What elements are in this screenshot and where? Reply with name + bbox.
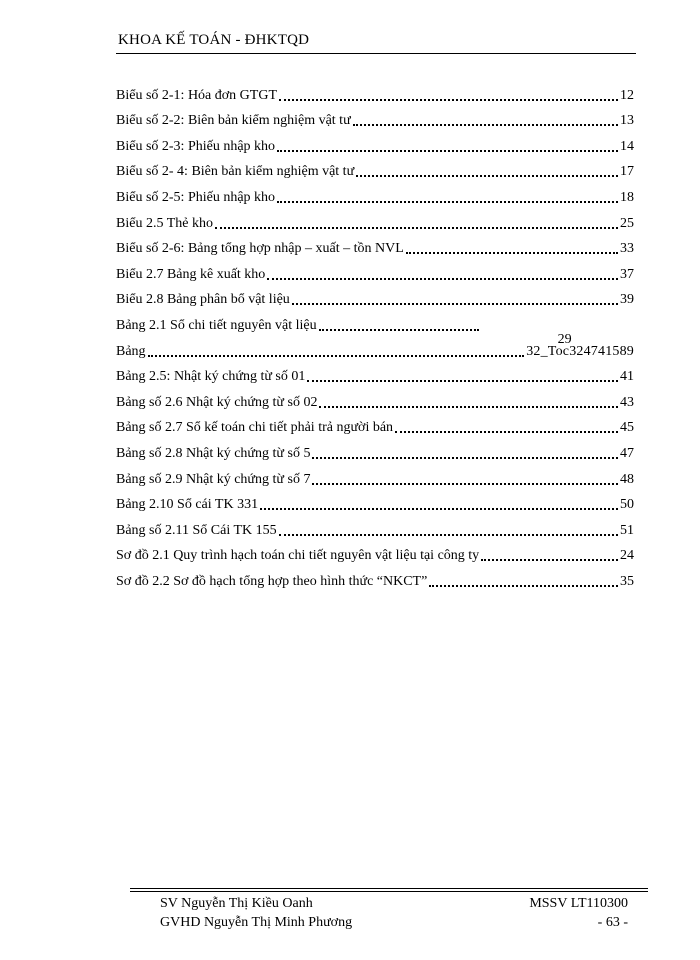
dot-leader: [267, 278, 618, 280]
dot-leader: [356, 175, 618, 177]
toc-entry-label: Biểu số 2-3: Phiếu nhập kho: [116, 138, 276, 154]
toc-entry-page: 14: [620, 138, 634, 154]
toc-entry[interactable]: [116, 308, 634, 347]
toc-entry-label: Biểu số 2-2: Biên bản kiểm nghiệm vật tư: [116, 113, 351, 129]
footer-student: SV Nguyễn Thị Kiều Oanh: [160, 896, 313, 911]
toc-entry[interactable]: [116, 129, 634, 155]
toc-entry[interactable]: [116, 539, 634, 565]
toc-entry-page: 24: [620, 548, 634, 564]
dot-leader: [307, 380, 618, 382]
footer-right: [508, 894, 628, 932]
footer-divider: [130, 888, 648, 889]
toc-entry-label: Biểu số 2-1: Hóa đơn GTGT: [116, 87, 277, 103]
dot-leader: [312, 483, 618, 485]
dot-leader: [395, 431, 618, 433]
toc-entry-page: 13: [620, 113, 634, 129]
toc-entry-label: Biểu số 2- 4: Biên bản kiểm nghiệm vật tư: [116, 164, 355, 180]
page-header-title: KHOA KẾ TOÁN - ĐHKTQD: [118, 32, 310, 48]
toc-entry[interactable]: [116, 411, 634, 437]
toc-entry-page: 47: [620, 445, 634, 461]
toc-entry-label: Bảng số 2.7 Sổ kế toán chi tiết phải trả người bán: [116, 420, 394, 436]
toc-entry[interactable]: [116, 462, 634, 488]
toc-entry-page: 35: [620, 573, 634, 589]
footer-divider: [130, 891, 648, 892]
dot-leader: [292, 303, 618, 305]
toc-entry-label: Sơ đồ 2.2 Sơ đồ hạch tổng hợp theo hình thức “NKCT”: [116, 573, 428, 589]
dot-leader: [279, 534, 618, 536]
toc-entry-label: Bảng: [116, 343, 146, 359]
toc-entry[interactable]: [116, 180, 634, 206]
toc-entry[interactable]: [116, 232, 634, 258]
toc-entry-page: 51: [620, 522, 634, 538]
toc-entry-page: 32_Toc324741589: [526, 343, 634, 359]
toc-entry[interactable]: [116, 78, 634, 104]
toc-entry-page: 39: [620, 292, 634, 308]
toc-entry-label: Bảng 2.5: Nhật ký chứng từ số 01: [116, 369, 306, 385]
toc-entry-label: Biểu số 2-6: Bảng tổng hợp nhập – xuất – tồn NVL: [116, 241, 404, 257]
toc-entry-label: Biểu số 2-5: Phiếu nhập kho: [116, 189, 276, 205]
toc-entry-page: 45: [620, 420, 634, 436]
dot-leader: [215, 227, 618, 229]
toc-entry-label: Bảng số 2.6 Nhật ký chứng từ số 02: [116, 394, 318, 410]
footer-left: [160, 894, 352, 932]
table-of-figures: [116, 78, 634, 590]
toc-entry-page: 48: [620, 471, 634, 487]
toc-entry-page: 29: [557, 331, 572, 347]
dot-leader: [353, 124, 618, 126]
dot-leader: [148, 355, 525, 357]
footer-student-id: MSSV LT110300: [529, 896, 628, 911]
toc-entry[interactable]: [116, 257, 634, 283]
toc-entry[interactable]: [116, 564, 634, 590]
dot-leader: [277, 201, 618, 203]
toc-entry-label: Sơ đồ 2.1 Quy trình hạch toán chi tiết nguyên vật liệu tại công ty: [116, 548, 480, 564]
toc-entry-page: 12: [620, 87, 634, 103]
dot-leader: [319, 329, 479, 331]
toc-entry[interactable]: [116, 488, 634, 514]
toc-entry[interactable]: [116, 513, 634, 539]
toc-entry-label: Bảng 2.1 Sổ chi tiết nguyên vật liệu: [116, 317, 317, 333]
dot-leader: [260, 508, 618, 510]
toc-entry[interactable]: [116, 104, 634, 130]
toc-entry-page: 18: [620, 189, 634, 205]
toc-entry[interactable]: [116, 436, 634, 462]
toc-entry[interactable]: [116, 283, 634, 309]
toc-entry-page: 41: [620, 369, 634, 385]
toc-entry-label: Bảng số 2.11 Sổ Cái TK 155: [116, 522, 277, 538]
dot-leader: [279, 99, 618, 101]
toc-entry-page: 25: [620, 215, 634, 231]
footer-page-number: - 63 -: [597, 915, 628, 930]
dot-leader: [429, 585, 618, 587]
dot-leader: [406, 252, 618, 254]
toc-entry-label: Biểu 2.5 Thẻ kho: [116, 215, 213, 231]
toc-entry-label: Bảng 2.10 Sổ cái TK 331: [116, 497, 259, 513]
header-divider: [116, 53, 636, 54]
toc-entry[interactable]: [116, 385, 634, 411]
toc-entry-label: Biểu 2.8 Bảng phân bổ vật liệu: [116, 292, 290, 308]
footer-supervisor: GVHD Nguyễn Thị Minh Phương: [160, 915, 353, 930]
toc-entry-page: 50: [620, 497, 634, 513]
dot-leader: [319, 406, 618, 408]
toc-entry-page: 17: [620, 164, 634, 180]
toc-entry-label: Bảng số 2.9 Nhật ký chứng từ số 7: [116, 471, 311, 487]
dot-leader: [277, 150, 618, 152]
toc-entry-page: 43: [620, 394, 634, 410]
toc-entry-page: 37: [620, 266, 634, 282]
toc-entry[interactable]: [116, 206, 634, 232]
toc-entry[interactable]: [116, 155, 634, 181]
toc-entry[interactable]: [116, 360, 634, 386]
dot-leader: [312, 457, 618, 459]
toc-entry-label: Bảng số 2.8 Nhật ký chứng từ số 5: [116, 445, 311, 461]
dot-leader: [481, 559, 618, 561]
toc-entry-label: Biểu 2.7 Bảng kê xuất kho: [116, 266, 266, 282]
toc-entry-page: 33: [620, 241, 634, 257]
